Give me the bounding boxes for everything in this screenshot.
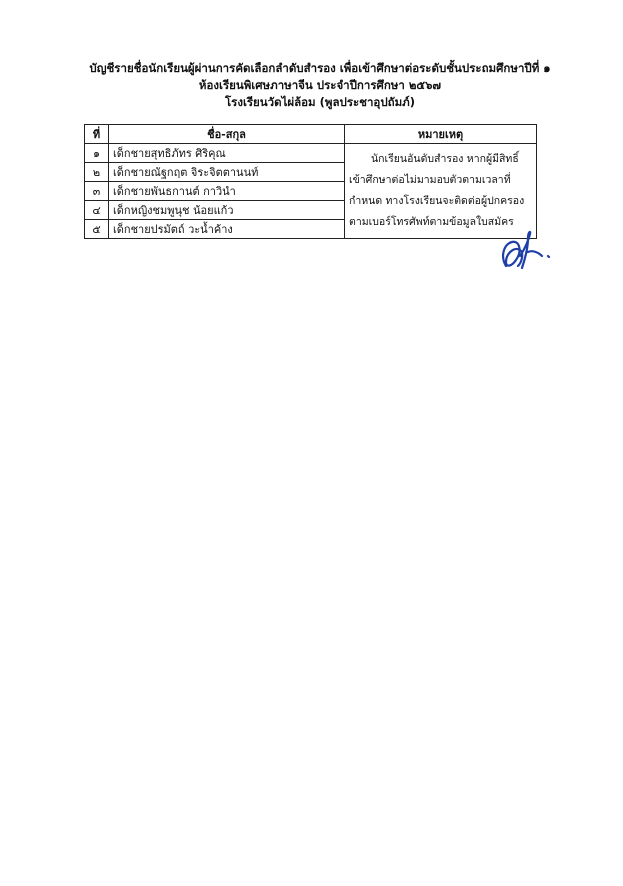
handwritten-signature [498, 226, 558, 274]
remark-line: กำหนด ทางโรงเรียนจะติดต่อผู้ปกครอง [349, 195, 525, 207]
student-name: เด็กหญิงชมพูนุช น้อยแก้ว [109, 201, 345, 220]
document-title [60, 60, 580, 111]
student-name: เด็กชายสุทธิภัทร ศิริคุณ [109, 144, 345, 163]
remark-line: ตามเบอร์โทรศัพท์ตามข้อมูลใบสมัคร [349, 216, 514, 228]
table-header-row [85, 125, 537, 144]
remarks-cell [345, 144, 537, 239]
student-name: เด็กชายพันธกานต์ กาวินำ [109, 182, 345, 201]
row-number: ๕ [85, 220, 109, 239]
student-name: เด็กชายณัฐกฤต จิระจิตตานนท์ [109, 163, 345, 182]
row-number: ๓ [85, 182, 109, 201]
row-number: ๔ [85, 201, 109, 220]
student-roster-table [84, 124, 537, 239]
title-line-2: ห้องเรียนพิเศษภาษาจีน ประจำปีการศึกษา ๒๕๖๗ [198, 78, 442, 92]
student-name: เด็กชายปรมัตถ์ วะน้ำค้าง [109, 220, 345, 239]
row-number: ๒ [85, 163, 109, 182]
header-name: ชื่อ-สกุล [109, 125, 345, 144]
header-note: หมายเหตุ [345, 125, 537, 144]
title-line-3: โรงเรียนวัดไผ่ล้อม (พูลประชาอุปถัมภ์) [224, 95, 416, 109]
remark-line: นักเรียนอันดับสำรอง หากผู้มีสิทธิ์ [371, 153, 519, 165]
remark-line: เข้าศึกษาต่อไม่มามอบตัวตามเวลาที่ [349, 174, 511, 186]
title-line-1: บัญชีรายชื่อนักเรียนผู้ผ่านการคัดเลือกลำดับสำรอง เพื่อเข้าศึกษาต่อระดับชั้นประถมศึกษาปีที่ ๑ [89, 61, 551, 75]
header-no: ที่ [85, 125, 109, 144]
table-row [85, 144, 537, 163]
row-number: ๑ [85, 144, 109, 163]
